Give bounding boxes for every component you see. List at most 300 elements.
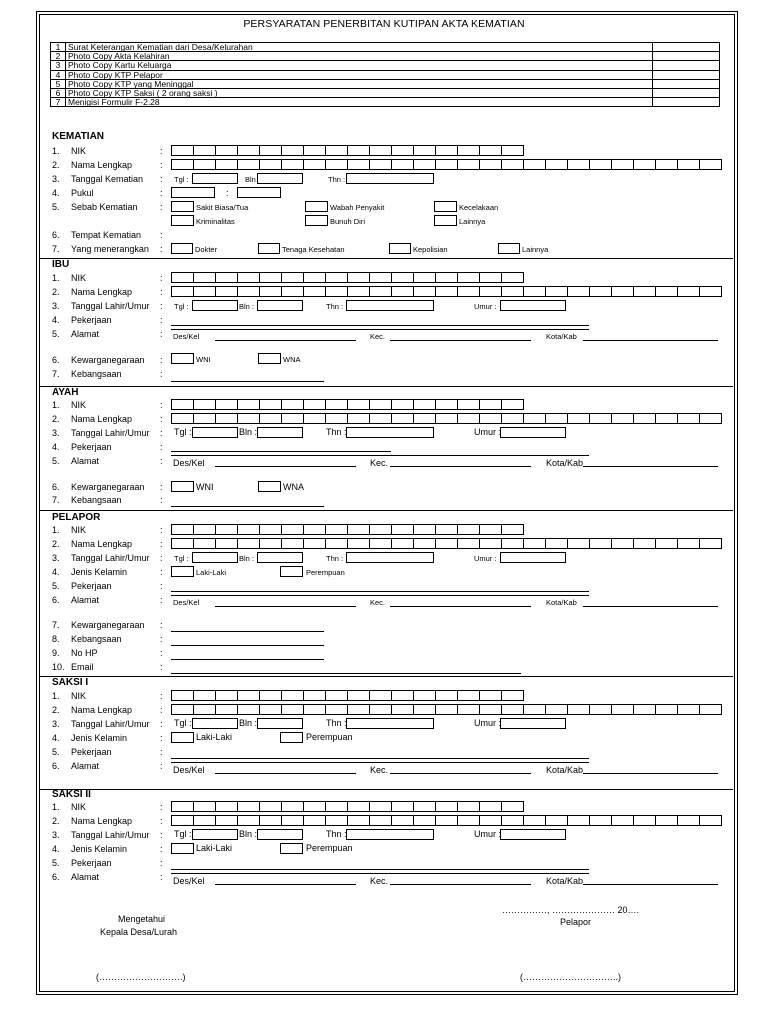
pekerjaan-line[interactable] bbox=[171, 591, 589, 592]
name-char-box[interactable] bbox=[501, 704, 524, 715]
name-char-box[interactable] bbox=[655, 159, 678, 170]
name-char-box[interactable] bbox=[655, 413, 678, 424]
perempuan-checkbox[interactable] bbox=[280, 732, 303, 743]
requirement-check-cell[interactable] bbox=[653, 43, 720, 52]
nik-digit-box[interactable] bbox=[391, 524, 414, 535]
kota-kab-line[interactable] bbox=[583, 606, 718, 607]
nik-digit-box[interactable] bbox=[215, 690, 238, 701]
name-char-box[interactable] bbox=[435, 815, 458, 826]
nik-digit-box[interactable] bbox=[325, 145, 348, 156]
nik-digit-box[interactable] bbox=[281, 801, 304, 812]
name-char-box[interactable] bbox=[237, 538, 260, 549]
name-char-box[interactable] bbox=[413, 159, 436, 170]
name-char-box[interactable] bbox=[369, 286, 392, 297]
nik-digit-box[interactable] bbox=[281, 524, 304, 535]
nik-digit-box[interactable] bbox=[479, 690, 502, 701]
name-char-box[interactable] bbox=[237, 159, 260, 170]
nik-digit-box[interactable] bbox=[259, 524, 282, 535]
tgl-box[interactable] bbox=[192, 718, 238, 729]
kewarganegaraan-line[interactable] bbox=[171, 631, 324, 632]
name-char-box[interactable] bbox=[369, 413, 392, 424]
name-char-box[interactable] bbox=[545, 159, 568, 170]
name-char-box[interactable] bbox=[193, 815, 216, 826]
name-char-box[interactable] bbox=[391, 159, 414, 170]
sebab-checkbox[interactable] bbox=[434, 215, 457, 226]
name-char-box[interactable] bbox=[237, 286, 260, 297]
tgl-box[interactable] bbox=[192, 552, 238, 563]
requirement-check-cell[interactable] bbox=[653, 89, 720, 98]
nik-digit-box[interactable] bbox=[479, 272, 502, 283]
nik-digit-box[interactable] bbox=[325, 690, 348, 701]
nik-digit-box[interactable] bbox=[171, 690, 194, 701]
sebab-checkbox[interactable] bbox=[305, 201, 328, 212]
name-char-box[interactable] bbox=[589, 538, 612, 549]
name-char-box[interactable] bbox=[259, 159, 282, 170]
name-char-box[interactable] bbox=[413, 538, 436, 549]
bln-box[interactable] bbox=[257, 718, 303, 729]
nik-digit-box[interactable] bbox=[303, 524, 326, 535]
name-char-box[interactable] bbox=[281, 538, 304, 549]
name-char-box[interactable] bbox=[611, 538, 634, 549]
name-char-box[interactable] bbox=[347, 704, 370, 715]
name-char-box[interactable] bbox=[677, 538, 700, 549]
name-char-box[interactable] bbox=[193, 413, 216, 424]
name-char-box[interactable] bbox=[589, 815, 612, 826]
name-char-box[interactable] bbox=[589, 159, 612, 170]
name-char-box[interactable] bbox=[633, 286, 656, 297]
tgl-box[interactable] bbox=[192, 300, 238, 311]
name-char-box[interactable] bbox=[259, 704, 282, 715]
kota-kab-line[interactable] bbox=[583, 773, 718, 774]
name-char-box[interactable] bbox=[655, 704, 678, 715]
name-char-box[interactable] bbox=[457, 815, 480, 826]
nik-digit-box[interactable] bbox=[171, 801, 194, 812]
name-char-box[interactable] bbox=[545, 286, 568, 297]
name-char-box[interactable] bbox=[215, 413, 238, 424]
nik-digit-box[interactable] bbox=[303, 399, 326, 410]
nik-digit-box[interactable] bbox=[347, 524, 370, 535]
umur-box[interactable] bbox=[500, 829, 566, 840]
nik-digit-box[interactable] bbox=[457, 272, 480, 283]
pekerjaan-line[interactable] bbox=[171, 869, 589, 870]
sebab-checkbox[interactable] bbox=[434, 201, 457, 212]
nik-digit-box[interactable] bbox=[171, 524, 194, 535]
name-char-box[interactable] bbox=[677, 286, 700, 297]
umur-box[interactable] bbox=[500, 718, 566, 729]
thn-box[interactable] bbox=[346, 300, 434, 311]
name-char-box[interactable] bbox=[633, 413, 656, 424]
thn-box[interactable] bbox=[346, 427, 434, 438]
name-char-box[interactable] bbox=[347, 413, 370, 424]
kec-line[interactable] bbox=[390, 466, 531, 467]
name-char-box[interactable] bbox=[281, 815, 304, 826]
name-char-box[interactable] bbox=[677, 159, 700, 170]
pukul-minute-box[interactable] bbox=[237, 187, 281, 198]
name-char-box[interactable] bbox=[369, 704, 392, 715]
name-char-box[interactable] bbox=[325, 538, 348, 549]
name-char-box[interactable] bbox=[347, 538, 370, 549]
name-char-box[interactable] bbox=[435, 159, 458, 170]
name-char-box[interactable] bbox=[501, 815, 524, 826]
name-char-box[interactable] bbox=[215, 286, 238, 297]
name-char-box[interactable] bbox=[259, 413, 282, 424]
kebangsaan-line[interactable] bbox=[171, 506, 324, 507]
name-char-box[interactable] bbox=[391, 815, 414, 826]
menerangkan-checkbox[interactable] bbox=[389, 243, 411, 254]
nik-digit-box[interactable] bbox=[501, 690, 524, 701]
menerangkan-checkbox[interactable] bbox=[258, 243, 280, 254]
name-char-box[interactable] bbox=[215, 704, 238, 715]
sebab-checkbox[interactable] bbox=[171, 215, 194, 226]
nik-digit-box[interactable] bbox=[479, 801, 502, 812]
name-char-box[interactable] bbox=[699, 538, 722, 549]
name-char-box[interactable] bbox=[435, 538, 458, 549]
nik-digit-box[interactable] bbox=[501, 145, 524, 156]
requirement-check-cell[interactable] bbox=[653, 79, 720, 88]
name-char-box[interactable] bbox=[611, 413, 634, 424]
nik-digit-box[interactable] bbox=[413, 399, 436, 410]
nik-digit-box[interactable] bbox=[303, 690, 326, 701]
nik-digit-box[interactable] bbox=[435, 524, 458, 535]
name-char-box[interactable] bbox=[677, 704, 700, 715]
name-char-box[interactable] bbox=[325, 159, 348, 170]
name-char-box[interactable] bbox=[523, 413, 546, 424]
nik-digit-box[interactable] bbox=[435, 145, 458, 156]
name-char-box[interactable] bbox=[479, 704, 502, 715]
name-char-box[interactable] bbox=[303, 413, 326, 424]
nik-digit-box[interactable] bbox=[347, 690, 370, 701]
name-char-box[interactable] bbox=[347, 286, 370, 297]
nik-digit-box[interactable] bbox=[457, 690, 480, 701]
kec-line[interactable] bbox=[390, 606, 531, 607]
name-char-box[interactable] bbox=[259, 286, 282, 297]
name-char-box[interactable] bbox=[457, 704, 480, 715]
name-char-box[interactable] bbox=[347, 159, 370, 170]
nik-digit-box[interactable] bbox=[369, 690, 392, 701]
alamat-line[interactable] bbox=[171, 595, 589, 596]
nik-digit-box[interactable] bbox=[457, 524, 480, 535]
name-char-box[interactable] bbox=[391, 538, 414, 549]
name-char-box[interactable] bbox=[259, 538, 282, 549]
nik-digit-box[interactable] bbox=[237, 399, 260, 410]
requirement-check-cell[interactable] bbox=[653, 61, 720, 70]
name-char-box[interactable] bbox=[303, 286, 326, 297]
kota-kab-line[interactable] bbox=[583, 340, 718, 341]
nik-digit-box[interactable] bbox=[259, 399, 282, 410]
nik-digit-box[interactable] bbox=[193, 690, 216, 701]
requirement-check-cell[interactable] bbox=[653, 70, 720, 79]
nik-digit-box[interactable] bbox=[303, 145, 326, 156]
name-char-box[interactable] bbox=[633, 159, 656, 170]
kec-line[interactable] bbox=[390, 884, 531, 885]
name-char-box[interactable] bbox=[611, 159, 634, 170]
name-char-box[interactable] bbox=[215, 815, 238, 826]
thn-box[interactable] bbox=[346, 829, 434, 840]
name-char-box[interactable] bbox=[281, 413, 304, 424]
wna-checkbox[interactable] bbox=[258, 353, 281, 364]
nik-digit-box[interactable] bbox=[193, 801, 216, 812]
umur-box[interactable] bbox=[500, 427, 566, 438]
name-char-box[interactable] bbox=[193, 704, 216, 715]
nik-digit-box[interactable] bbox=[369, 524, 392, 535]
nik-digit-box[interactable] bbox=[369, 145, 392, 156]
name-char-box[interactable] bbox=[325, 413, 348, 424]
name-char-box[interactable] bbox=[435, 286, 458, 297]
name-char-box[interactable] bbox=[171, 538, 194, 549]
sebab-checkbox[interactable] bbox=[171, 201, 194, 212]
name-char-box[interactable] bbox=[325, 815, 348, 826]
no-hp-line[interactable] bbox=[171, 659, 324, 660]
nik-digit-box[interactable] bbox=[479, 399, 502, 410]
name-char-box[interactable] bbox=[523, 704, 546, 715]
name-char-box[interactable] bbox=[413, 815, 436, 826]
name-char-box[interactable] bbox=[171, 413, 194, 424]
name-char-box[interactable] bbox=[655, 286, 678, 297]
name-char-box[interactable] bbox=[545, 538, 568, 549]
name-char-box[interactable] bbox=[633, 538, 656, 549]
kota-kab-line[interactable] bbox=[583, 466, 718, 467]
name-char-box[interactable] bbox=[611, 704, 634, 715]
nik-digit-box[interactable] bbox=[259, 272, 282, 283]
name-char-box[interactable] bbox=[699, 815, 722, 826]
name-char-box[interactable] bbox=[523, 159, 546, 170]
nik-digit-box[interactable] bbox=[193, 272, 216, 283]
alamat-line[interactable] bbox=[171, 455, 589, 456]
name-char-box[interactable] bbox=[237, 815, 260, 826]
name-char-box[interactable] bbox=[699, 159, 722, 170]
nik-digit-box[interactable] bbox=[171, 272, 194, 283]
name-char-box[interactable] bbox=[523, 538, 546, 549]
nik-digit-box[interactable] bbox=[237, 145, 260, 156]
name-char-box[interactable] bbox=[633, 815, 656, 826]
nik-digit-box[interactable] bbox=[347, 801, 370, 812]
name-char-box[interactable] bbox=[237, 413, 260, 424]
pekerjaan-line[interactable] bbox=[171, 325, 589, 326]
nik-digit-box[interactable] bbox=[215, 272, 238, 283]
nik-digit-box[interactable] bbox=[457, 399, 480, 410]
thn-box[interactable] bbox=[346, 552, 434, 563]
name-char-box[interactable] bbox=[215, 538, 238, 549]
email-line[interactable] bbox=[171, 673, 521, 674]
thn-box[interactable] bbox=[346, 173, 434, 184]
nik-digit-box[interactable] bbox=[325, 801, 348, 812]
nik-digit-box[interactable] bbox=[303, 801, 326, 812]
menerangkan-checkbox[interactable] bbox=[498, 243, 520, 254]
alamat-line[interactable] bbox=[171, 873, 589, 874]
nik-digit-box[interactable] bbox=[237, 801, 260, 812]
nik-digit-box[interactable] bbox=[391, 690, 414, 701]
nik-digit-box[interactable] bbox=[369, 272, 392, 283]
name-char-box[interactable] bbox=[567, 159, 590, 170]
name-char-box[interactable] bbox=[589, 286, 612, 297]
nik-digit-box[interactable] bbox=[215, 145, 238, 156]
nik-digit-box[interactable] bbox=[281, 145, 304, 156]
name-char-box[interactable] bbox=[479, 413, 502, 424]
name-char-box[interactable] bbox=[369, 538, 392, 549]
pekerjaan-line[interactable] bbox=[171, 758, 589, 759]
nik-digit-box[interactable] bbox=[237, 272, 260, 283]
name-char-box[interactable] bbox=[391, 413, 414, 424]
nik-digit-box[interactable] bbox=[281, 272, 304, 283]
wni-checkbox[interactable] bbox=[171, 353, 194, 364]
name-char-box[interactable] bbox=[655, 538, 678, 549]
name-char-box[interactable] bbox=[325, 286, 348, 297]
name-char-box[interactable] bbox=[391, 704, 414, 715]
laki-laki-checkbox[interactable] bbox=[171, 843, 194, 854]
pekerjaan-line[interactable] bbox=[171, 451, 391, 452]
name-char-box[interactable] bbox=[303, 704, 326, 715]
nik-digit-box[interactable] bbox=[259, 801, 282, 812]
name-char-box[interactable] bbox=[545, 704, 568, 715]
wni-checkbox[interactable] bbox=[171, 481, 194, 492]
name-char-box[interactable] bbox=[303, 159, 326, 170]
thn-box[interactable] bbox=[346, 718, 434, 729]
name-char-box[interactable] bbox=[171, 815, 194, 826]
bln-box[interactable] bbox=[257, 427, 303, 438]
nik-digit-box[interactable] bbox=[479, 524, 502, 535]
des-kel-line[interactable] bbox=[215, 466, 356, 467]
name-char-box[interactable] bbox=[457, 159, 480, 170]
nik-digit-box[interactable] bbox=[259, 145, 282, 156]
nik-digit-box[interactable] bbox=[193, 399, 216, 410]
bln-box[interactable] bbox=[257, 829, 303, 840]
nik-digit-box[interactable] bbox=[501, 524, 524, 535]
name-char-box[interactable] bbox=[435, 413, 458, 424]
nik-digit-box[interactable] bbox=[259, 690, 282, 701]
name-char-box[interactable] bbox=[413, 286, 436, 297]
name-char-box[interactable] bbox=[501, 286, 524, 297]
des-kel-line[interactable] bbox=[215, 884, 356, 885]
tgl-box[interactable] bbox=[192, 829, 238, 840]
name-char-box[interactable] bbox=[545, 815, 568, 826]
nik-digit-box[interactable] bbox=[281, 399, 304, 410]
kec-line[interactable] bbox=[390, 773, 531, 774]
nik-digit-box[interactable] bbox=[215, 524, 238, 535]
name-char-box[interactable] bbox=[611, 815, 634, 826]
perempuan-checkbox[interactable] bbox=[280, 843, 303, 854]
tgl-box[interactable] bbox=[192, 427, 238, 438]
alamat-line[interactable] bbox=[171, 329, 589, 330]
nik-digit-box[interactable] bbox=[501, 272, 524, 283]
sebab-checkbox[interactable] bbox=[305, 215, 328, 226]
laki-laki-checkbox[interactable] bbox=[171, 566, 194, 577]
name-char-box[interactable] bbox=[193, 286, 216, 297]
name-char-box[interactable] bbox=[501, 159, 524, 170]
nik-digit-box[interactable] bbox=[171, 399, 194, 410]
tgl-box[interactable] bbox=[192, 173, 238, 184]
name-char-box[interactable] bbox=[413, 704, 436, 715]
name-char-box[interactable] bbox=[501, 538, 524, 549]
kebangsaan-line[interactable] bbox=[171, 645, 324, 646]
pukul-hour-box[interactable] bbox=[171, 187, 215, 198]
nik-digit-box[interactable] bbox=[193, 524, 216, 535]
nik-digit-box[interactable] bbox=[347, 272, 370, 283]
name-char-box[interactable] bbox=[281, 286, 304, 297]
nik-digit-box[interactable] bbox=[369, 399, 392, 410]
name-char-box[interactable] bbox=[457, 538, 480, 549]
name-char-box[interactable] bbox=[413, 413, 436, 424]
name-char-box[interactable] bbox=[699, 286, 722, 297]
nik-digit-box[interactable] bbox=[237, 524, 260, 535]
name-char-box[interactable] bbox=[281, 159, 304, 170]
nik-digit-box[interactable] bbox=[435, 399, 458, 410]
des-kel-line[interactable] bbox=[215, 773, 356, 774]
name-char-box[interactable] bbox=[303, 815, 326, 826]
name-char-box[interactable] bbox=[435, 704, 458, 715]
nik-digit-box[interactable] bbox=[435, 272, 458, 283]
nik-digit-box[interactable] bbox=[303, 272, 326, 283]
nik-digit-box[interactable] bbox=[193, 145, 216, 156]
bln-box[interactable] bbox=[257, 552, 303, 563]
nik-digit-box[interactable] bbox=[391, 399, 414, 410]
name-char-box[interactable] bbox=[567, 815, 590, 826]
name-char-box[interactable] bbox=[611, 286, 634, 297]
name-char-box[interactable] bbox=[171, 286, 194, 297]
name-char-box[interactable] bbox=[699, 704, 722, 715]
umur-box[interactable] bbox=[500, 552, 566, 563]
name-char-box[interactable] bbox=[281, 704, 304, 715]
name-char-box[interactable] bbox=[347, 815, 370, 826]
menerangkan-checkbox[interactable] bbox=[171, 243, 193, 254]
nik-digit-box[interactable] bbox=[237, 690, 260, 701]
nik-digit-box[interactable] bbox=[457, 801, 480, 812]
nik-digit-box[interactable] bbox=[281, 690, 304, 701]
name-char-box[interactable] bbox=[677, 413, 700, 424]
name-char-box[interactable] bbox=[567, 413, 590, 424]
name-char-box[interactable] bbox=[479, 159, 502, 170]
des-kel-line[interactable] bbox=[215, 606, 356, 607]
nik-digit-box[interactable] bbox=[413, 801, 436, 812]
name-char-box[interactable] bbox=[633, 704, 656, 715]
name-char-box[interactable] bbox=[369, 159, 392, 170]
laki-laki-checkbox[interactable] bbox=[171, 732, 194, 743]
nik-digit-box[interactable] bbox=[215, 801, 238, 812]
nik-digit-box[interactable] bbox=[479, 145, 502, 156]
bln-box[interactable] bbox=[257, 173, 303, 184]
nik-digit-box[interactable] bbox=[501, 801, 524, 812]
nik-digit-box[interactable] bbox=[501, 399, 524, 410]
nik-digit-box[interactable] bbox=[369, 801, 392, 812]
nik-digit-box[interactable] bbox=[413, 145, 436, 156]
name-char-box[interactable] bbox=[567, 704, 590, 715]
nik-digit-box[interactable] bbox=[391, 145, 414, 156]
nik-digit-box[interactable] bbox=[347, 145, 370, 156]
kebangsaan-line[interactable] bbox=[171, 381, 324, 382]
name-char-box[interactable] bbox=[479, 286, 502, 297]
requirement-check-cell[interactable] bbox=[653, 52, 720, 61]
name-char-box[interactable] bbox=[171, 704, 194, 715]
kota-kab-line[interactable] bbox=[583, 884, 718, 885]
nik-digit-box[interactable] bbox=[435, 690, 458, 701]
nik-digit-box[interactable] bbox=[435, 801, 458, 812]
nik-digit-box[interactable] bbox=[413, 524, 436, 535]
name-char-box[interactable] bbox=[589, 413, 612, 424]
kec-line[interactable] bbox=[390, 340, 531, 341]
nik-digit-box[interactable] bbox=[347, 399, 370, 410]
name-char-box[interactable] bbox=[523, 815, 546, 826]
name-char-box[interactable] bbox=[655, 815, 678, 826]
name-char-box[interactable] bbox=[325, 704, 348, 715]
name-char-box[interactable] bbox=[215, 159, 238, 170]
name-char-box[interactable] bbox=[545, 413, 568, 424]
name-char-box[interactable] bbox=[523, 286, 546, 297]
name-char-box[interactable] bbox=[391, 286, 414, 297]
des-kel-line[interactable] bbox=[215, 340, 356, 341]
name-char-box[interactable] bbox=[259, 815, 282, 826]
name-char-box[interactable] bbox=[589, 704, 612, 715]
name-char-box[interactable] bbox=[567, 286, 590, 297]
name-char-box[interactable] bbox=[193, 159, 216, 170]
